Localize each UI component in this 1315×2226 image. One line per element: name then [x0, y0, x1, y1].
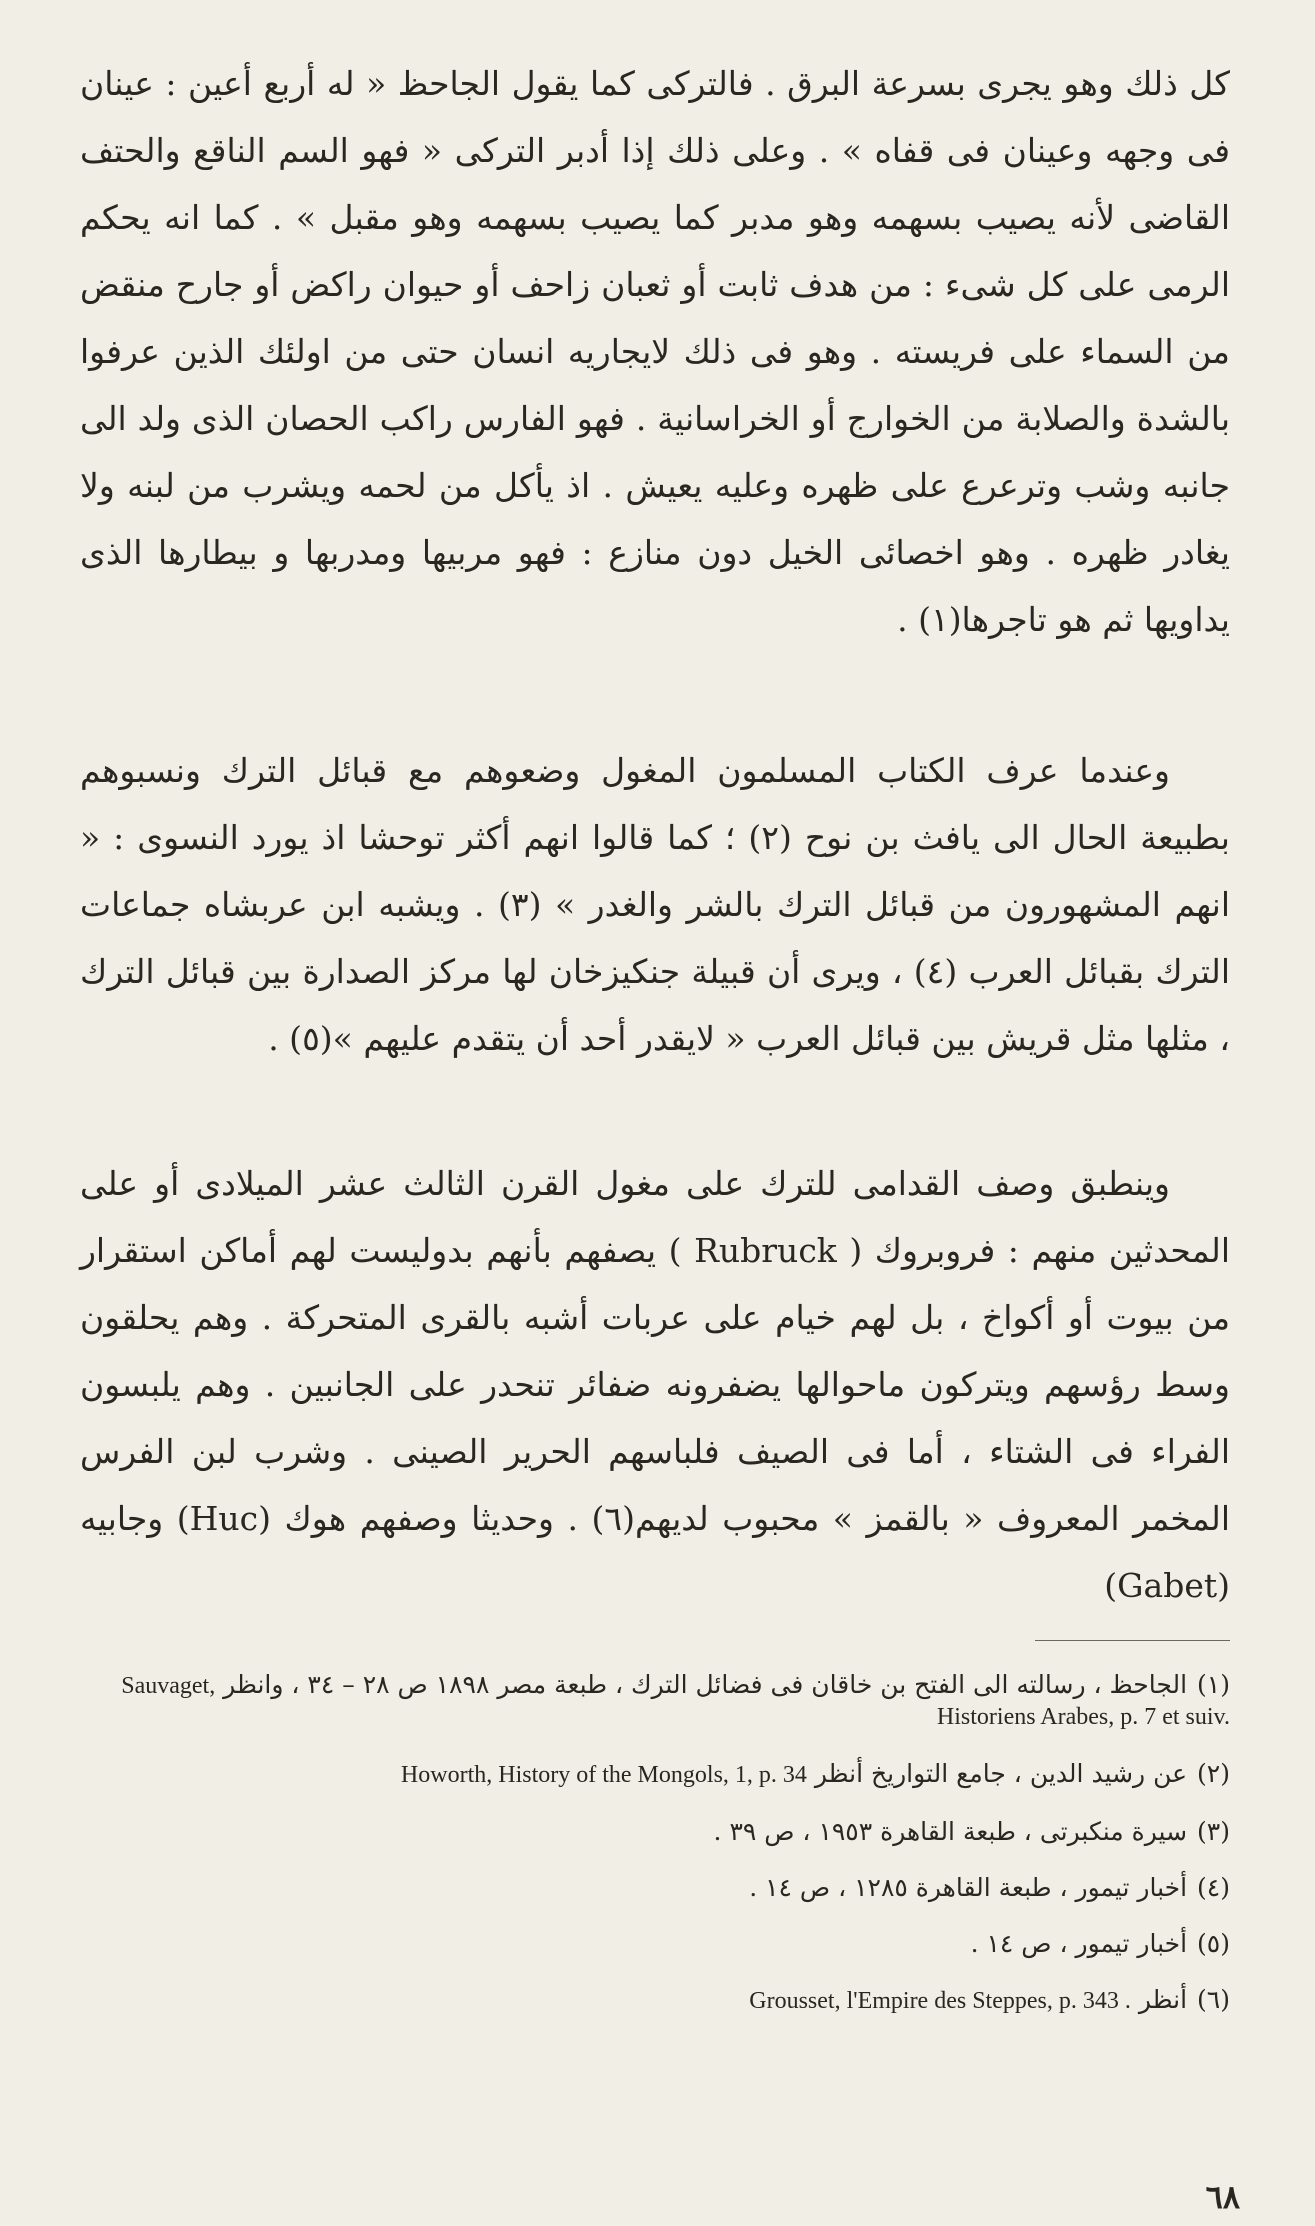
footnote-number: (١)	[1197, 1670, 1230, 1699]
page-number: ٦٨	[1205, 2178, 1240, 2216]
paragraph-text: وعندما عرف الكتاب المسلمون المغول وضعوهم مع قبائل الترك ونسبوهم بطبيعة الحال الى يافث بن نوح (٢) ؛ كما قالوا انهم أكثر توحشا اذ يورد النسوى : « انهم المشهورون من قبائل الترك بالشر والغدر » (٣) . ويشبه ابن عربشاه جماعات الترك بقبائل العرب (٤) ، ويرى أن قبيلة جنكيزخان لها مركز الصدارة بين قبائل الترك ، مثلها مثل قريش بين قبائل العرب « لايقدر أحد أن يتقدم عليهم »(٥) .	[80, 751, 1230, 1058]
body-paragraph-3	[80, 1150, 1230, 1619]
footnote-text: أنظر	[1138, 1985, 1188, 2014]
footnote-reference: Sauvaget, Historiens Arabes, p. 7 et suiv.	[121, 1673, 1230, 1730]
paragraph-text: وينطبق وصف القدامى للترك على مغول القرن الثالث عشر الميلادى أو على المحدثين منهم : فروبروك ( Rubruck ) يصفهم بأنهم بدوليست لهم أماكن استقرار من بيوت أو أكواخ ، بل لهم خيام على عربات أشبه بالقرى المتحركة . وهم يحلقون وسط رؤسهم ويتركون ماحوالها يضفرونه ضفائر تنحدر على الجانبين . وهم يلبسون الفراء فى الشتاء ، أما فى الصيف فلباسهم الحرير الصينى . وشرب لبن الفرس المخمر المعروف « بالقمز » محبوب لديهم(٦) . وحديثا وصفهم هوك (Huc) وجابيه (Gabet)	[80, 1164, 1231, 1605]
footnote-number: (٤)	[1197, 1873, 1230, 1902]
body-paragraph-2	[80, 737, 1230, 1072]
footnote-text: أخبار تيمور ، ص ١٤ .	[970, 1929, 1188, 1958]
footnote-1	[95, 1670, 1230, 1732]
paragraph-text: كل ذلك وهو يجرى بسرعة البرق . فالتركى كما يقول الجاحظ « له أربع أعين : عينان فى وجهه وعينان فى قفاه » . وعلى ذلك إذا أدبر التركى « فهو السم الناقع والحتف القاضى لأنه يصيب بسهمه وهو مدبر كما يصيب بسهمه وهو مقبل » . كما انه يحكم الرمى على كل شىء : من هدف ثابت أو ثعبان زاحف أو حيوان راكض أو جارح منقض من السماء على فريسته . وهو فى ذلك لايجاريه انسان حتى من اولئك الذين عرفوا بالشدة والصلابة من الخوارج أو الخراسانية . فهو الفارس راكب الحصان الذى ولد الى جانبه وشب وترعرع على ظهره وعليه يعيش . اذ يأكل من لحمه ويشرب من لبنه ولا يغادر ظهره . وهو اخصائى الخيل دون منازع : فهو مربيها ومدربها و بيطارها الذى يداويها ثم هو تاجرها(١) .	[80, 64, 1230, 639]
footnote-text: أخبار تيمور ، طبعة القاهرة ١٢٨٥ ، ص ١٤ .	[749, 1873, 1188, 1902]
footnote-3	[95, 1817, 1230, 1846]
footnote-5	[95, 1929, 1230, 1958]
footnote-reference: Howorth, History of the Mongols, 1, p. 34	[400, 1762, 807, 1788]
footnote-text: سيرة منكبرتى ، طبعة القاهرة ١٩٥٣ ، ص ٣٩ .	[713, 1817, 1188, 1846]
body-paragraph-1	[80, 50, 1230, 653]
footnote-6	[95, 1985, 1230, 2016]
footnote-text: الجاحظ ، رسالته الى الفتح بن خاقان فى فضائل الترك ، طبعة مصر ١٨٩٨ ص ٢٨ – ٣٤ ، وانظر	[223, 1670, 1188, 1699]
footnote-number: (٢)	[1197, 1759, 1230, 1788]
footnote-4	[95, 1873, 1230, 1902]
footnote-reference: Grousset, l'Empire des Steppes, p. 343 .	[749, 1988, 1131, 2014]
footnote-text: عن رشيد الدين ، جامع التواريخ أنظر	[814, 1759, 1188, 1788]
footnotes	[95, 1670, 1230, 2043]
footnote-2	[95, 1759, 1230, 1790]
footnote-number: (٣)	[1197, 1817, 1230, 1846]
footnote-number: (٥)	[1197, 1929, 1230, 1958]
footnote-number: (٦)	[1197, 1985, 1230, 2014]
footnote-divider	[1035, 1640, 1230, 1641]
